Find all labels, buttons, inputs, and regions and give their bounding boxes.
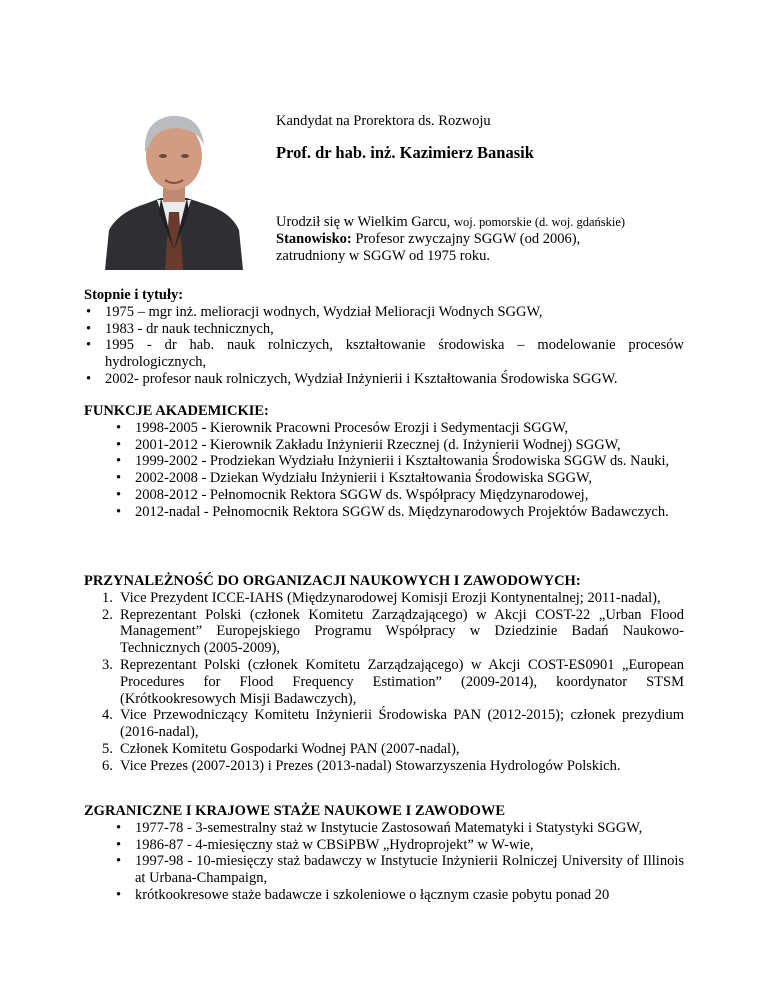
membership-text: Vice Przewodniczący Komitetu Inżynierii Środowiska PAN (2012-2015); członek prezydium (2016-nadal), [120,707,684,741]
internship-item: • 1977-78 - 3-semestralny staż w Instytucie Zastosowań Matematyki i Statystyki SGGW, [84,820,684,837]
internships-title: ZGRANICZNE I KRAJOWE STAŻE NAUKOWE I ZAWODOWE [84,803,506,819]
position-label: Stanowisko: [276,231,352,247]
academic-item: • 1998-2005 - Kierownik Pracowni Procesów Erozji i Sedymentacji SGGW, [84,420,684,437]
degrees-list [84,304,684,388]
internship-item: • 1986-87 - 4-miesięczny staż w CBSiPBW „Hydroprojekt” w W-wie, [84,837,684,854]
academic-section [84,403,684,521]
membership-item [84,707,684,741]
membership-text: Reprezentant Polski (członek Komitetu Zarządzającego) w Akcji COST-22 „Urban Flood Management” Europejskiego Programu Współpracy w Dziedzinie Badań Naukowo-Technicznych (2005-2009), [120,606,684,657]
portrait-illustration [105,100,243,270]
portrait-photo [105,100,243,270]
membership-number: 4. [102,707,113,724]
degree-item: • 2002- profesor nauk rolniczych, Wydział Inżynierii i Kształtowania Środowiska SGGW. [84,371,684,388]
membership-number: 1. [102,589,113,606]
membership-number: 3. [102,656,113,673]
membership-text: Vice Prezes (2007-2013) i Prezes (2013-nadal) Stowarzyszenia Hydrologów Polskich. [120,757,621,774]
memberships-list [84,590,684,775]
membership-text: Reprezentant Polski (członek Komitetu Zarządzającego) w Akcji COST-ES0901 „European Procedures for Flood Frequency Estimation” (2009-2014), koordynator STSM (Krótkookresowych Misji Badawczych), [120,656,684,707]
degree-item: • 1983 - dr nauk technicznych, [84,321,684,338]
position-line [276,231,716,248]
bio-block [276,214,716,265]
internships-list [84,820,684,904]
membership-text: Członek Komitetu Gospodarki Wodnej PAN (2007-nadal), [120,740,460,757]
membership-item [84,607,684,657]
memberships-section [84,573,684,775]
academic-list [84,420,684,521]
position-value: Profesor zwyczajny SGGW (od 2006), [355,231,581,247]
degrees-title: Stopnie i tytuły: [84,287,184,303]
academic-title: FUNKCJE AKADEMICKIE: [84,403,269,419]
employment-line: zatrudniony w SGGW od 1975 roku. [276,248,490,264]
membership-number: 6. [102,757,113,774]
academic-item: • 2012-nadal - Pełnomocnik Rektora SGGW ds. Międzynarodowych Projektów Badawczych. [84,504,684,521]
degree-item: • 1995 - dr hab. nauk rolniczych, kształtowanie środowiska – modelowanie procesów hydrologicznych, [84,337,684,371]
internship-item: • krótkookresowe staże badawcze i szkoleniowe o łącznym czasie pobytu ponad 20 [84,887,684,904]
academic-item: • 2002-2008 - Dziekan Wydziału Inżynierii i Kształtowania Środowiska SGGW, [84,470,684,487]
birthplace-region: woj. pomorskie (d. woj. gdańskie) [453,215,626,229]
membership-item [84,657,684,707]
membership-item [84,590,684,607]
degrees-section [84,287,684,388]
membership-item [84,741,684,758]
membership-number: 2. [102,606,113,623]
membership-text: Vice Prezydent ICCE-IAHS (Międzynarodowej Komisji Erozji Kontynentalnej; 2011-nadal), [120,589,661,606]
academic-item: • 2001-2012 - Kierownik Zakładu Inżynierii Rzecznej (d. Inżynierii Wodnej) SGGW, [84,437,684,454]
birthplace-line [276,214,716,231]
academic-item: • 1999-2002 - Prodziekan Wydziału Inżynierii i Kształtowania Środowiska SGGW ds. Nauki, [84,453,684,470]
memberships-title: PRZYNALEŻNOŚĆ DO ORGANIZACJI NAUKOWYCH I ZAWODOWYCH: [84,573,581,589]
membership-number: 5. [102,740,113,757]
birthplace-text: Urodził się w Wielkim Garcu, [276,214,451,230]
internships-section [84,803,684,904]
internship-item: • 1997-98 - 10-miesięczy staż badawczy w Instytucie Inżynierii Rolniczej University of Illinois at Urbana-Champaign, [84,853,684,887]
degree-item: • 1975 – mgr inż. melioracji wodnych, Wydział Melioracji Wodnych SGGW, [84,304,684,321]
membership-item [84,758,684,775]
candidate-name: Prof. dr hab. inż. Kazimierz Banasik [276,143,534,162]
academic-item: • 2008-2012 - Pełnomocnik Rektora SGGW ds. Współpracy Międzynarodowej, [84,487,684,504]
candidacy-line: Kandydat na Prorektora ds. Rozwoju [276,113,491,129]
